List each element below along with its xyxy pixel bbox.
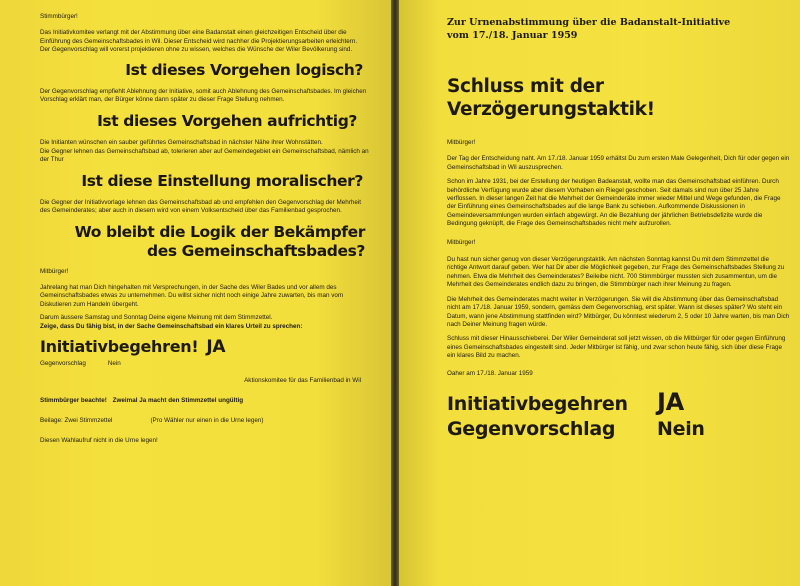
body-paragraph: Schluss mit dieser Hinausschieberei. Der Wiler Gemeinderat soll jetzt wissen, ob die Mitbürger für oder gegen Einführung eines Gemeinschaftsbades eingestellt sind. Jeder Mitbürger ist fähig, und zwar schon heute fähig, sich über diese Frage ein klares Bild zu machen. <box>447 335 786 360</box>
right-page <box>399 0 800 586</box>
intro-paragraph: Der Gegenvorschlag will vorerst projektieren ohne zu wissen, welches die Wünsche der Wiler Bevölkerung sind. <box>40 46 353 54</box>
vote-gegen-answer: Nein <box>657 417 705 440</box>
footer-note: Diesen Wahlaufruf nicht in die Urne legen! <box>40 436 158 444</box>
page-gutter <box>391 0 399 586</box>
question-text: Die Gegner lehnen das Gemeinschaftsbad ab, tolerieren aber auf Gemeindegebiet ein Gemeinschaftsbad, nämlich an der Thur <box>40 147 369 164</box>
question-text: Die Initianten wünschen ein sauber geführtes Gemeinschaftsbad in nächster Nähe ihrer Wohnstätten. <box>40 139 323 147</box>
main-title-line: Schluss mit der <box>447 76 604 97</box>
salutation: Stimmbürger! <box>40 13 78 20</box>
vote-gegen-label: Gegenvorschlag <box>40 359 86 367</box>
vote-gegen-row <box>40 360 369 368</box>
vote-initiative-answer: JA <box>657 387 684 416</box>
body-paragraph-bold: Zeige, dass Du fähig bist, in der Sache Gemeinschaftsbad ein klares Urteil zu sprechen: <box>40 322 303 330</box>
dateline: Oaher am 17./18. Januar 1959 <box>447 369 533 377</box>
vote-initiative-row <box>40 337 369 357</box>
vote-gegen-label: Gegenvorschlag <box>447 417 616 440</box>
body-paragraph: Du hast nun sicher genug von dieser Verzögerungstaktik. Am nächsten Sonntag kannst Du mit dem Stimmzettel die richtige Antwort darauf geben. Wer hat Dir aber die Möglichkeit gegeben, zur Frage des Gemeinschaftsbades Stellung zu nehmen. Etwa die Mehrheit des Gemeinderates? Beileibe nicht. 700 Stimmbürger mussten sich zusammentun, um die Mehrheit des Gemeinderates endlich dazu zu bringen, die Stimmbürger nach ihrer Meinung zu fragen. <box>447 256 785 289</box>
question-heading-line: des Gemeinschaftsbades? <box>147 242 365 261</box>
main-title-line: Verzögerungstaktik! <box>447 99 655 120</box>
notice-bold: Stimmbürger beachte! <box>40 396 107 404</box>
salutation: Mitbürger! <box>447 238 476 246</box>
intro-paragraph: Das Initiativkomitee verlangt mit der Abstimmung über eine Badanstalt einen gleichzeitigen Entscheid über die Einführung des Gemeinschaftsbades in Wil. Dieser Entscheid wird nachher die Projektierungsarbeiten erleichtern. <box>40 29 358 45</box>
question-heading <box>40 223 365 261</box>
notice-line <box>40 397 369 405</box>
question-text: Die Gegner der Initiativvorlage lehnen das Gemeinschaftsbad ab und empfehlen den Gegenvorschlag der Mehrheit des Gemeinderates; aber auch in diesem wird von einem Volksentscheid über das Familienbad gesprochen. <box>40 198 361 215</box>
question-text: Der Gegenvorschlag empfiehlt Ablehnung der Initiative, somit auch Ablehnung des Gemeinschaftsbades. Im gleichen Vorschlag erklärt man, der Bürger könne dann später zu dieser Frage Stellung nehmen. <box>40 87 367 104</box>
notice-text: Zweimal Ja macht den Stimmzettel ungültig <box>112 396 244 404</box>
body-paragraph: Schon im Jahre 1931, bei der Erstellung der heutigen Badeanstalt, wollte man das Gemeinschaftsbad einführen. Durch behördliche Verfügung wurde aber diesem Vorhaben ein Riegel geschoben. Seit damals sind nun über 25 Jahre verflossen. In dieser langen Zeit hat die Mehrheit der Gemeinderäte immer wieder Mittel und Wege gefunden, die Frage der Einführung eines Gemeinschaftsbades auf die lange Bank zu schieben. Aufkommende Diskussionen in Gemeindeversammlungen wurden einfach abgewürgt. An die Bezahlung der jährlichen Betriebsdefizite wurde die Bedingung geknüpft, die Frage des Gemeinschaftsbades nicht mehr aufzurollen. <box>447 178 781 228</box>
vote-initiative-label: Initiativbegehren! <box>40 336 199 356</box>
header-line: vom 17./18. Januar 1959 <box>447 30 578 41</box>
vote-initiative-label: Initiativbegehren <box>447 392 628 415</box>
enclosure-label: Beilage: Zwei Stimmzettel <box>40 417 113 425</box>
enclosure-line <box>40 417 369 425</box>
body-paragraph: Der Tag der Entscheidung naht. Am 17./18. Januar 1959 erhältst Du zum ersten Male Gelegenheit, Dich für oder gegen ein Gemeinschaftsbad in Wil auszusprechen. <box>447 155 790 171</box>
body-paragraph: Die Mehrheit des Gemeinderates macht weiter in Verzögerungen. Sie will die Abstimmung über das Gemeinschaftsbad nicht am 17./18. Januar 1959, sondern, gemäss dem Gegenvorschlag, erst später. Wann ist dieses später? Wo steht ein Datum, wann jene Abstimmung stattfinden wird? Mitbürger, Du könntest wiederum 2, 5 oder 10 Jahre warten, bis man Dich nach Deiner Meinung fragen würde. <box>447 295 790 328</box>
vote-gegen-answer: Nein <box>107 359 121 367</box>
header-line: Zur Urnenabstimmung über die Badanstalt-Initiative <box>447 17 731 28</box>
question-heading: Ist dieses Vorgehen logisch? <box>125 60 363 79</box>
enclosure-note: (Pro Wähler nur einen in die Urne legen) <box>150 417 264 425</box>
left-page <box>0 0 391 586</box>
vote-line <box>447 388 790 416</box>
committee-signature: Aktionskomitee für das Familienbad in Wil <box>244 377 361 385</box>
body-paragraph: Jahrelang hat man Dich hingehalten mit Versprechungen, in der Sache des Wiler Bades und vor allem des Gemeinschaftsbades etwas zu unternehmen. Du willst sicher nicht noch einige Jahre zuwarten, bis man vom Diskutieren zum Handeln übergeht. <box>40 283 344 308</box>
question-heading-line: Wo bleibt die Logik der Bekämpfer <box>74 223 365 242</box>
question-heading: Ist diese Einstellung moralischer? <box>81 171 363 190</box>
vote-initiative-answer: JA <box>206 336 226 357</box>
body-paragraph: Darum äussere Samstag und Sonntag Deine eigene Meinung mit dem Stimmzettel. <box>40 314 273 322</box>
question-heading: Ist dieses Vorgehen aufrichtig? <box>97 112 357 131</box>
salutation: Mitbürger! <box>447 139 476 146</box>
vote-line <box>447 418 790 440</box>
mitbuerger-salutation: Mitbürger! <box>40 268 69 276</box>
